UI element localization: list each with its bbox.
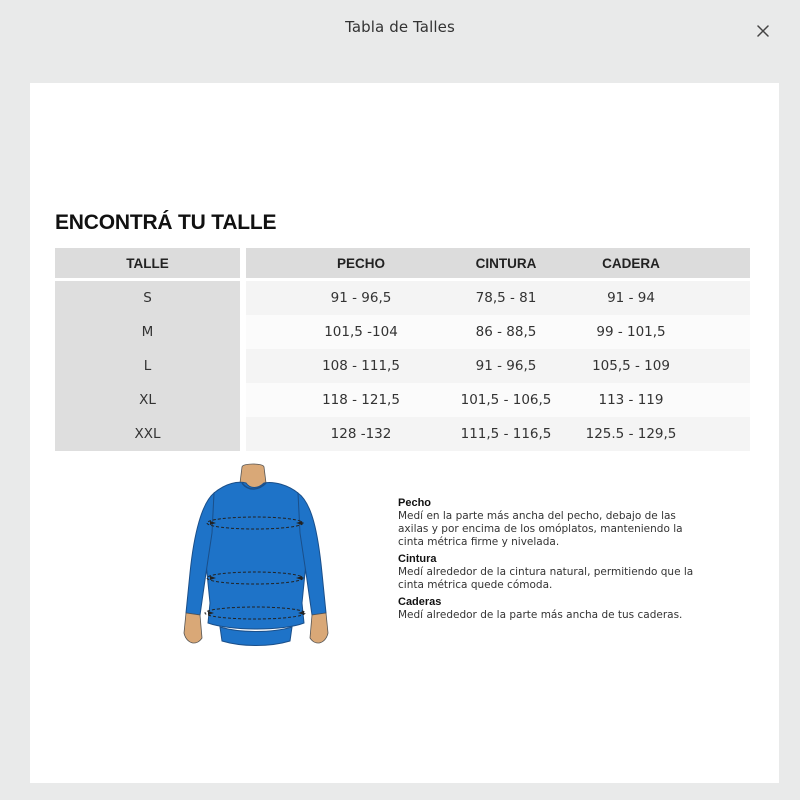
cell-cintura: 101,5 - 106,5 (460, 392, 552, 408)
cell-talle: M (141, 324, 154, 340)
cell-cadera: 113 - 119 (598, 392, 664, 408)
modal-title: Tabla de Talles (345, 18, 455, 36)
cell-cintura: 78,5 - 81 (475, 290, 537, 306)
close-icon (752, 20, 774, 42)
cell-pecho: 91 - 96,5 (330, 290, 392, 306)
cell-talle: XL (139, 392, 156, 408)
table-row (55, 281, 750, 315)
modal-header (0, 0, 800, 62)
table-row (55, 349, 750, 383)
cell-pecho: 108 - 111,5 (322, 358, 400, 374)
table-row (55, 383, 750, 417)
cell-talle: XXL (134, 426, 161, 442)
header-talle: TALLE (126, 255, 169, 271)
guide-title-caderas: Caderas (398, 596, 442, 608)
cell-talle: S (143, 290, 152, 306)
cell-talle: L (143, 358, 152, 374)
header-pecho: PECHO (336, 255, 385, 271)
cell-cintura: 91 - 96,5 (475, 358, 537, 374)
measurement-guide (398, 497, 708, 626)
size-chart-content (30, 83, 779, 783)
guide-text-pecho: Medí en la parte más ancha del pecho, debajo de las axilas y por encima de los omóplatos, manteniendo la cinta métrica firme y nivelada. (398, 510, 683, 548)
cell-pecho: 101,5 -104 (324, 324, 398, 340)
table-header-row (55, 248, 750, 278)
guide-title-pecho: Pecho (398, 497, 432, 509)
cell-cintura: 111,5 - 116,5 (460, 426, 552, 442)
measurement-figure (180, 463, 330, 653)
table-row (55, 315, 750, 349)
size-table (55, 248, 750, 451)
header-cadera: CADERA (602, 255, 660, 271)
table-row (55, 417, 750, 451)
cell-cadera: 105,5 - 109 (592, 358, 670, 374)
close-button[interactable] (752, 20, 774, 42)
cell-cadera: 91 - 94 (607, 290, 655, 306)
cell-cadera: 99 - 101,5 (596, 324, 666, 340)
cell-pecho: 118 - 121,5 (322, 392, 400, 408)
guide-title-cintura: Cintura (398, 553, 437, 565)
cell-pecho: 128 -132 (330, 426, 392, 442)
cell-cadera: 125.5 - 129,5 (585, 426, 677, 442)
header-cintura: CINTURA (475, 255, 537, 271)
shirt-figure-illustration (180, 463, 330, 653)
guide-text-caderas: Medí alrededor de la parte más ancha de tus caderas. (398, 609, 683, 621)
size-chart-heading: ENCONTRÁ TU TALLE (55, 211, 277, 234)
guide-text-cintura: Medí alrededor de la cintura natural, permitiendo que la cinta métrica quede cómoda. (398, 566, 694, 591)
cell-cintura: 86 - 88,5 (475, 324, 537, 340)
